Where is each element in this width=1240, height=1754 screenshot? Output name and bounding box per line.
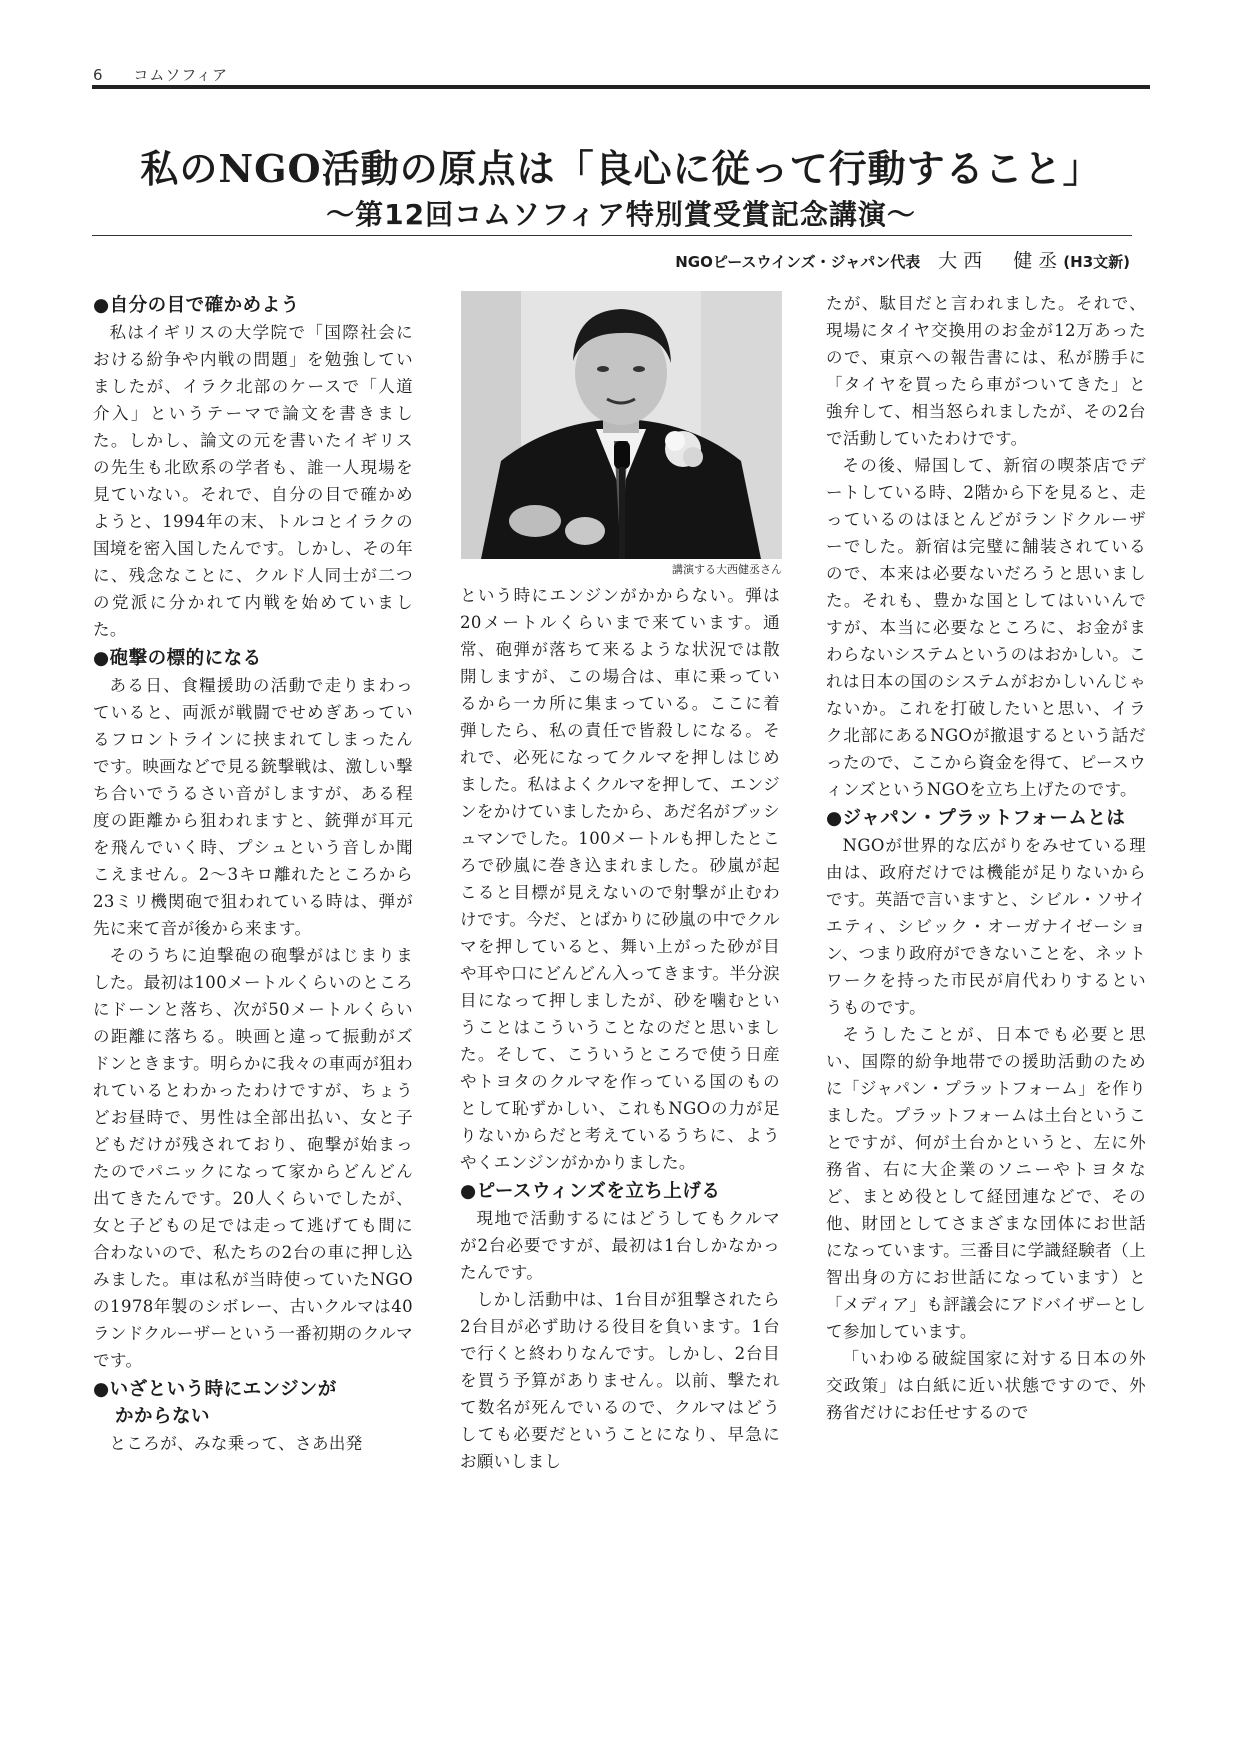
- paragraph: しかし活動中は、1台目が狙撃されたら2台目が必ず助ける役目を負います。1台で行くと終わりなんです。しかし、2台目を買う予算がありません。以前、撃たれて数名が死んでいるので、クルマはどうしても必要だということになり、早急にお願いしまし: [460, 1290, 780, 1471]
- byline-affiliation: (H3文新): [1063, 253, 1130, 271]
- paragraph: ある日、食糧援助の活動で走りまわっていると、両派が戦闘でせめぎあっているフロントラインに挟まれてしまったんです。映画などで見る銃撃戦は、激しい撃ち合いでうるさい音がしますが、ある程度の距離から狙われますと、銃弾が耳元を飛んでいく時、プシュという音しか聞こえません。2〜3キロ離れたところから23ミリ機関砲で狙われている時は、弾が先に来て音が後から来ます。: [93, 676, 413, 938]
- section-heading-line2: かからない: [115, 1406, 211, 1427]
- photo-caption: 講演する大西健丞さん: [672, 563, 782, 576]
- header-rule: [92, 85, 1150, 89]
- paragraph: という時にエンジンがかからない。弾は20メートルくらいまで来ています。通常、砲弾が落ちて来るような状況では散開しますが、この場合は、車に乗っているから一カ所に集まっている。ここに着弾したら、私の責任で皆殺しになる。それで、必死になってクルマを押しはじめました。私はよくクルマを押して、エンジンをかけていましたから、あだ名がブッシュマンでした。100メートルも押したところで砂嵐に巻き込まれました。砂嵐が起こると目標が見えないので射撃が止むわけです。今だ、とばかりに砂嵐の中でクルマを押していると、舞い上がった砂が目や耳や口にどんどん入ってきます。半分涙目になって押しましたが、砂を噛むということはこういうことなのだと思いました。そして、こういうところで使う日産やトヨタのクルマを作っている国のものとして恥ずかしい、これもNGOの力が足りないからだと考えているうちに、ようやくエンジンがかかりました。: [460, 586, 780, 1172]
- byline: [675, 246, 1130, 273]
- paragraph: NGOが世界的な広がりをみせている理由は、政府だけでは機能が足りないからです。英語で言いますと、シビル・ソサイエティ、シビック・オーガナイゼーション、つまり政府ができないことを、ネットワークを持った市民が肩代わりするというものです。: [826, 836, 1146, 1017]
- article-subtitle: 〜第12回コムソフィア特別賞受賞記念講演〜: [326, 198, 916, 231]
- speaker-photo: [461, 291, 782, 559]
- paragraph: たが、駄目だと言われました。それで、現場にタイヤ交換用のお金が12万あったので、東京への報告書には、私が勝手に「タイヤを買ったら車がついてきた」と強弁して、相当怒られましたが、その2台で活動していたわけです。: [826, 294, 1146, 448]
- title-rule: [92, 235, 1132, 236]
- section-heading: ●ジャパン・プラットフォームとは: [826, 808, 1126, 829]
- paragraph: その後、帰国して、新宿の喫茶店でデートしている時、2階から下を見ると、走っているのはほとんどがランドクルーザーでした。新宿は完璧に舗装されているので、本来は必要ないだろうと思いました。それも、豊かな国としてはいいんですが、本当に必要なところに、お金がまわらないシステムというのはおかしい。これは日本の国のシステムがおかしいんじゃないか。これを打破したいと思い、イラク北部にあるNGOが撤退するという話だったので、ここから資金を得て、ピースウィンズというNGOを立ち上げたのです。: [826, 456, 1146, 799]
- page-number: 6: [93, 66, 104, 84]
- magazine-name: コムソフィア: [133, 66, 229, 84]
- section-heading: [93, 1376, 413, 1430]
- byline-name: 大西 健丞: [938, 250, 1064, 272]
- paragraph: 「いわゆる破綻国家に対する日本の外交政策」は白紙に近い状態ですので、外務省だけにお任せするので: [826, 1349, 1146, 1422]
- paragraph: そのうちに迫撃砲の砲撃がはじまりました。最初は100メートルくらいのところにドーンと落ち、次が50メートルくらいの距離に落ちる。映画と違って振動がズドンときます。明らかに我々の車両が狙われているとわかったわけですが、ちょうどお昼時で、男性は全部出払い、女と子どもだけが残されており、砲撃が始まったのでパニックになって家からどんどん出てきたんです。20人くらいでしたが、女と子どもの足では走って逃げても間に合わないので、私たちの2台の車に押し込みました。車は私が当時使っていたNGOの1978年製のシボレー、古いクルマは40ランドクルーザーという一番初期のクルマです。: [93, 946, 413, 1370]
- paragraph: そうしたことが、日本でも必要と思い、国際的紛争地帯での援助活動のために「ジャパン・プラットフォーム」を作りました。プラットフォームは土台ということですが、何が土台かというと、左に外務省、右に大企業のソニーやトヨタなど、まとめ役として経団連などで、その他、財団としてさまざまな団体にお世話になっています。三番目に学識経験者（上智出身の方にお世話になっています）と「メディア」も評議会にアドバイザーとして参加しています。: [826, 1025, 1146, 1341]
- section-heading: ●砲撃の標的になる: [93, 648, 262, 669]
- section-heading-line1: ●いざという時にエンジンが: [93, 1379, 337, 1400]
- column-1: [93, 290, 413, 1457]
- paragraph: ところが、みな乗って、さあ出発: [109, 1434, 363, 1453]
- paragraph: 現地で活動するにはどうしてもクルマが2台必要ですが、最初は1台しかなかったんです。: [460, 1209, 780, 1282]
- section-heading: ●自分の目で確かめよう: [93, 295, 300, 316]
- article-title: 私のNGO活動の原点は「良心に従って行動すること」: [140, 146, 1102, 191]
- paragraph: 私はイギリスの大学院で「国際社会における紛争や内戦の問題」を勉強していましたが、イラク北部のケースで「人道介入」というテーマで論文を書きました。しかし、論文の元を書いたイギリスの先生も北欧系の学者も、誰一人現場を見ていない。それで、自分の目で確かめようと、1994年の末、トルコとイラクの国境を密入国したんです。しかし、その年に、残念なことに、クルド人同士が二つの党派に分かれて内戦を始めていました。: [93, 323, 413, 639]
- byline-org: NGOピースウインズ・ジャパン代表: [675, 253, 921, 271]
- speaker-photo-image: [461, 291, 782, 559]
- column-2: [460, 582, 780, 1475]
- column-3: [826, 290, 1146, 1426]
- page-header: [93, 64, 228, 85]
- section-heading: ●ピースウィンズを立ち上げる: [460, 1181, 721, 1202]
